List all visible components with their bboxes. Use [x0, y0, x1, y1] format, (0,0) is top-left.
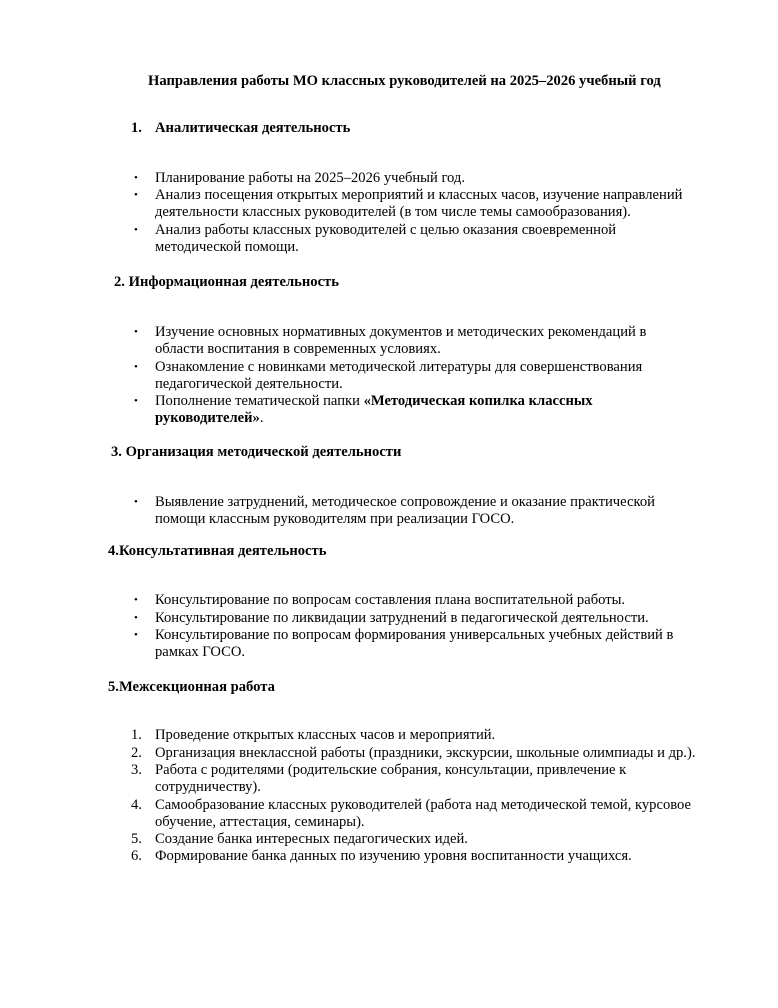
list-number: 3.	[131, 762, 142, 778]
list-item-continuation: рамках ГОСО.	[155, 644, 246, 660]
bullet-icon: •	[134, 496, 138, 508]
bullet-icon: •	[134, 172, 138, 184]
bullet-icon: •	[134, 594, 138, 606]
list-item: Формирование банка данных по изучению уровня воспитанности учащихся.	[155, 848, 632, 864]
list-item: Планирование работы на 2025–2026 учебный год.	[155, 170, 466, 186]
list-item: Выявление затруднений, методическое сопровождение и оказание практической	[155, 494, 655, 510]
section-2-heading: 2. Информационная деятельность	[114, 274, 339, 290]
list-item-continuation: деятельности классных руководителей (в том числе темы самообразования).	[155, 204, 631, 220]
list-item: Консультирование по вопросам составления плана воспитательной работы.	[155, 592, 626, 608]
section-1-heading: Аналитическая деятельность	[155, 120, 351, 136]
list-item-continuation: педагогической деятельности.	[155, 376, 343, 392]
bullet-icon: •	[134, 395, 138, 407]
list-item-continuation: методической помощи.	[155, 239, 299, 255]
list-item-continuation: обучение, аттестация, семинары).	[155, 814, 365, 830]
bullet-icon: •	[134, 361, 138, 373]
list-item-continuation	[155, 410, 264, 427]
list-item: Проведение открытых классных часов и мероприятий.	[155, 727, 496, 743]
list-item-continuation: области воспитания в современных условиях.	[155, 341, 441, 357]
list-item-suffix: .	[259, 410, 264, 426]
list-item: Создание банка интересных педагогических идей.	[155, 831, 468, 847]
list-item: Ознакомление с новинками методической литературы для совершенствования	[155, 359, 643, 375]
section-3-heading: 3. Организация методической деятельности	[111, 444, 402, 460]
list-item	[155, 393, 593, 410]
bullet-icon: •	[134, 224, 138, 236]
section-1-number: 1.	[131, 120, 142, 136]
section-4-heading: 4.Консультативная деятельность	[108, 543, 327, 559]
list-item: Работа с родителями (родительские собрания, консультации, привлечение к	[155, 762, 627, 778]
list-item-continuation: помощи классным руководителям при реализации ГОСО.	[155, 511, 515, 527]
list-item: Анализ посещения открытых мероприятий и классных часов, изучение направлений	[155, 187, 683, 203]
list-item: Организация внеклассной работы (праздники, экскурсии, школьные олимпиады и др.).	[155, 745, 696, 761]
folder-name-bold: «Методическая копилка классных	[363, 393, 593, 409]
list-item-prefix: Пополнение тематической папки	[155, 393, 364, 409]
list-number: 6.	[131, 848, 142, 864]
list-item: Консультирование по вопросам формирования универсальных учебных действий в	[155, 627, 674, 643]
document-title: Направления работы МО классных руководителей на 2025–2026 учебный год	[148, 73, 661, 89]
bullet-icon: •	[134, 612, 138, 624]
list-item-continuation: сотрудничеству).	[155, 779, 261, 795]
bullet-icon: •	[134, 629, 138, 641]
folder-name-bold-cont: руководителей»	[155, 410, 260, 426]
list-item: Анализ работы классных руководителей с целью оказания своевременной	[155, 222, 617, 238]
list-number: 4.	[131, 797, 142, 813]
list-item: Самообразование классных руководителей (работа над методической темой, курсовое	[155, 797, 691, 813]
list-item: Консультирование по ликвидации затруднений в педагогической деятельности.	[155, 610, 649, 626]
list-item: Изучение основных нормативных документов и методических рекомендаций в	[155, 324, 647, 340]
bullet-icon: •	[134, 189, 138, 201]
list-number: 2.	[131, 745, 142, 761]
list-number: 5.	[131, 831, 142, 847]
bullet-icon: •	[134, 326, 138, 338]
list-number: 1.	[131, 727, 142, 743]
section-5-heading: 5.Межсекционная работа	[108, 679, 275, 695]
